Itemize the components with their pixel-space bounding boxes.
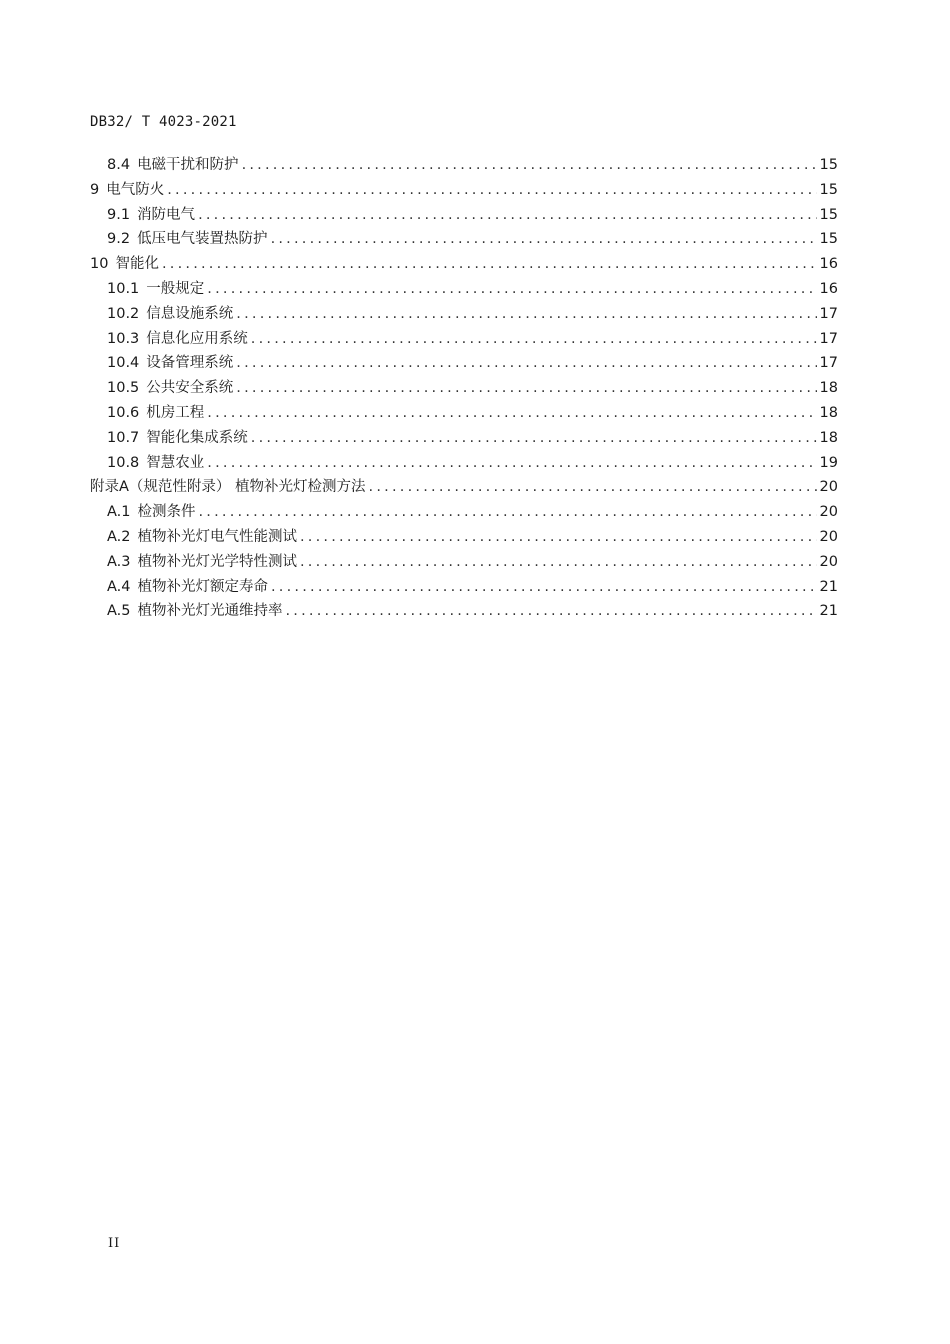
toc-leader-dots	[199, 504, 817, 520]
toc-leader-dots	[251, 430, 817, 446]
toc-leader-dots	[207, 281, 816, 297]
toc-entry-title: （规范性附录） 植物补光灯检测方法	[128, 479, 366, 496]
toc-entry-number: 10.7	[107, 429, 140, 446]
toc-entry-page: 15	[819, 231, 838, 248]
toc-entry-title: 公共安全系统	[146, 380, 234, 397]
toc-entry-10-1[interactable]	[90, 277, 838, 302]
toc-entry-title: 植物补光灯电气性能测试	[137, 528, 297, 545]
toc-entry-title: 设备管理系统	[146, 355, 234, 372]
toc-entry-number: A.1	[107, 504, 131, 521]
toc-entry-page: 15	[819, 181, 838, 198]
toc-leader-dots	[236, 380, 816, 396]
toc-entry-a-1[interactable]	[90, 500, 838, 525]
toc-entry-page: 17	[819, 330, 838, 347]
toc-entry-page: 15	[819, 206, 838, 223]
toc-entry-10-2[interactable]	[90, 302, 838, 327]
toc-entry-number: 10	[90, 256, 109, 273]
toc-entry-title: 消防电气	[137, 206, 196, 223]
toc-entry-10-7[interactable]	[90, 426, 838, 451]
toc-entry-8-4[interactable]	[90, 153, 838, 178]
toc-entry-page: 21	[819, 603, 838, 620]
toc-entry-title: 机房工程	[146, 404, 205, 421]
table-of-contents	[90, 153, 838, 624]
toc-leader-dots	[198, 207, 816, 223]
toc-entry-page: 18	[819, 429, 838, 446]
toc-entry-number: 10.8	[107, 454, 140, 471]
page-number: II	[108, 1236, 121, 1251]
toc-entry-9-2[interactable]	[90, 227, 838, 252]
toc-entry-page: 15	[819, 157, 838, 173]
toc-entry-10-4[interactable]	[90, 351, 838, 376]
toc-entry-title: 智能化	[115, 256, 159, 273]
toc-entry-page: 18	[819, 380, 838, 397]
document-code: DB32/ T 4023-2021	[90, 114, 237, 130]
toc-entry-a-4[interactable]	[90, 575, 838, 600]
toc-entry-page: 21	[819, 578, 838, 595]
toc-entry-10-8[interactable]	[90, 451, 838, 476]
toc-leader-dots	[242, 157, 817, 173]
toc-leader-dots	[167, 182, 816, 198]
toc-entry-page: 18	[819, 404, 838, 421]
toc-entry-a-3[interactable]	[90, 550, 838, 575]
toc-entry-number: A.3	[107, 553, 131, 570]
toc-entry-number: 8.4	[107, 157, 131, 173]
toc-leader-dots	[271, 231, 817, 247]
toc-leader-dots	[286, 603, 817, 619]
toc-leader-dots	[236, 355, 816, 371]
toc-leader-dots	[207, 455, 816, 471]
toc-entry-title: 信息化应用系统	[146, 330, 248, 347]
toc-entry-number: 9	[90, 181, 100, 198]
toc-entry-number: 10.4	[107, 355, 140, 372]
toc-entry-number: 附录A	[90, 479, 129, 496]
toc-entry-page: 20	[819, 528, 838, 545]
toc-entry-number: 9.2	[107, 231, 131, 248]
toc-entry-title: 智能化集成系统	[146, 429, 248, 446]
toc-entry-title: 植物补光灯额定寿命	[137, 578, 268, 595]
toc-leader-dots	[300, 554, 817, 570]
toc-entry-number: 10.3	[107, 330, 140, 347]
toc-leader-dots	[236, 306, 816, 322]
toc-entry-title: 植物补光灯光通维持率	[137, 603, 283, 620]
toc-entry-10-3[interactable]	[90, 327, 838, 352]
toc-entry-title: 一般规定	[146, 280, 205, 297]
toc-entry-10-6[interactable]	[90, 401, 838, 426]
toc-entry-a-2[interactable]	[90, 525, 838, 550]
toc-entry-title: 电磁干扰和防护	[137, 157, 239, 173]
toc-leader-dots	[300, 529, 817, 545]
toc-entry-number: A.5	[107, 603, 131, 620]
toc-entry-appendix-a[interactable]	[90, 475, 838, 500]
toc-entry-page: 16	[819, 280, 838, 297]
toc-entry-number: 10.1	[107, 280, 140, 297]
toc-leader-dots	[271, 579, 817, 595]
toc-entry-9[interactable]	[90, 178, 838, 203]
toc-entry-title: 电气防火	[106, 181, 165, 198]
toc-entry-number: 10.2	[107, 305, 140, 322]
toc-entry-title: 信息设施系统	[146, 305, 234, 322]
toc-entry-number: 10.6	[107, 404, 140, 421]
toc-leader-dots	[162, 256, 817, 272]
toc-entry-number: A.4	[107, 578, 131, 595]
toc-entry-page: 20	[819, 553, 838, 570]
toc-entry-page: 20	[819, 504, 838, 521]
toc-entry-number: A.2	[107, 528, 131, 545]
toc-entry-a-5[interactable]	[90, 599, 838, 624]
toc-entry-title: 检测条件	[137, 504, 196, 521]
toc-leader-dots	[207, 405, 816, 421]
toc-entry-title: 植物补光灯光学特性测试	[137, 553, 297, 570]
toc-entry-page: 17	[819, 355, 838, 372]
toc-entry-page: 17	[819, 305, 838, 322]
toc-entry-title: 智慧农业	[146, 454, 205, 471]
toc-entry-9-1[interactable]	[90, 203, 838, 228]
toc-entry-title: 低压电气装置热防护	[137, 231, 268, 248]
toc-entry-page: 20	[819, 479, 838, 496]
toc-leader-dots	[251, 331, 817, 347]
toc-entry-10[interactable]	[90, 252, 838, 277]
toc-entry-number: 10.5	[107, 380, 140, 397]
toc-entry-page: 19	[819, 454, 838, 471]
toc-entry-10-5[interactable]	[90, 376, 838, 401]
toc-leader-dots	[369, 479, 817, 495]
toc-entry-page: 16	[819, 256, 838, 273]
toc-entry-number: 9.1	[107, 206, 131, 223]
